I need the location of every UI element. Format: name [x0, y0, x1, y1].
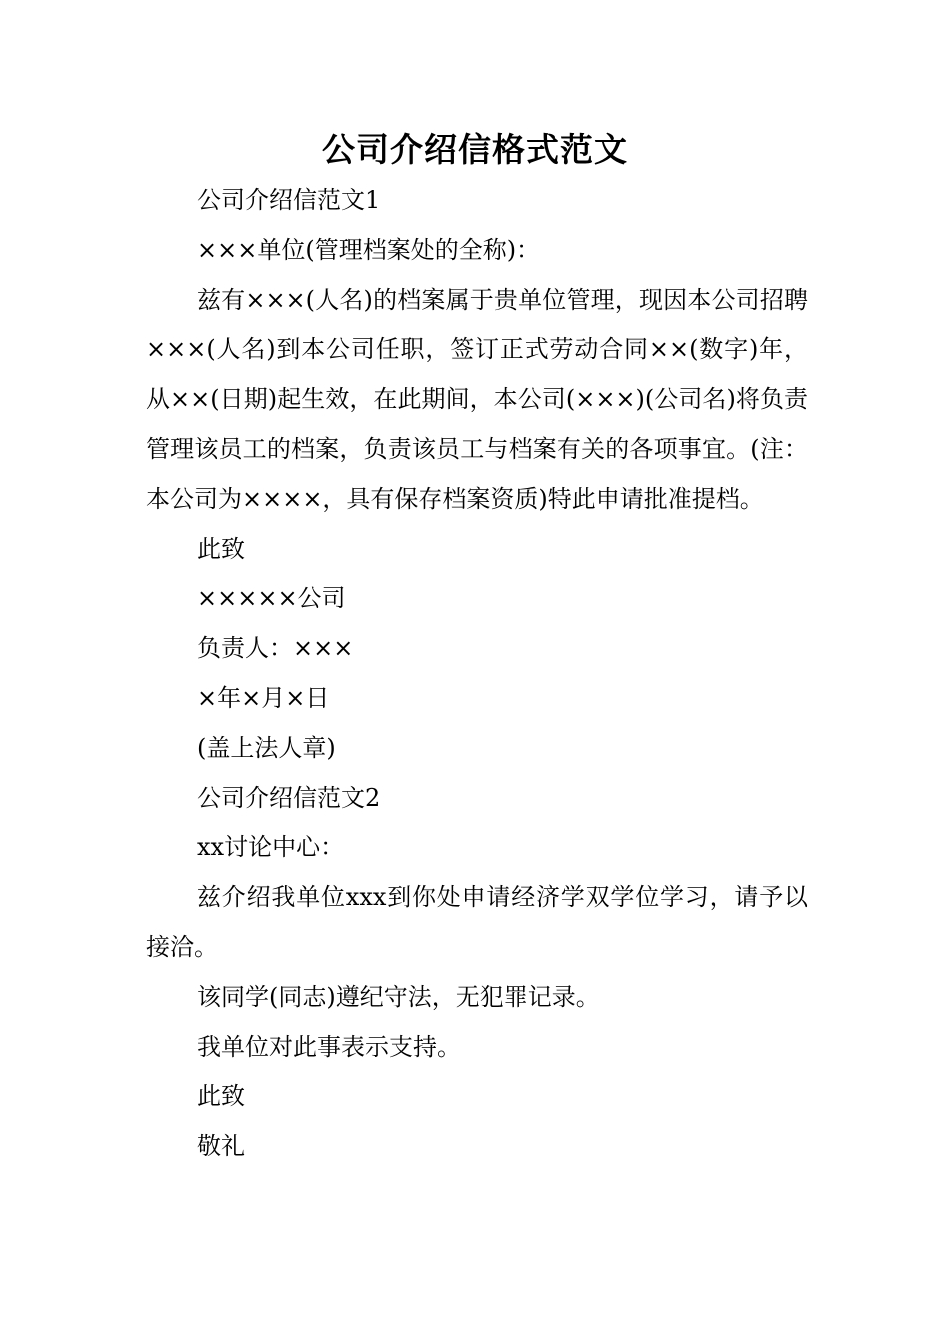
letter-date: ×年×月×日	[197, 683, 330, 712]
letter-body-2: 兹介绍我单位xxx到你处申请经济学双学位学习，请予以接洽。	[146, 883, 808, 961]
closing-2: 此致	[197, 1082, 245, 1111]
closing-1: 此致	[197, 534, 245, 563]
regards: 敬礼	[197, 1132, 245, 1161]
document-title: 公司介绍信格式范文	[322, 130, 628, 169]
section-heading-2: 公司介绍信范文2	[197, 783, 381, 812]
salutation-1: ×××单位(管理档案处的全称)：	[197, 235, 541, 264]
salutation-2: xx讨论中心：	[197, 833, 345, 862]
letter-body-1: 兹有×××(人名)的档案属于贵单位管理，现因本公司招聘×××(人名)到本公司任职，签订正式劳动合同××(数字)年，从××(日期)起生效，在此期间，本公司(×××)(公司名)将负责管理该员工的档案，负责该员工与档案有关的各项事宜。(注：本公司为××××，具有保存档案资质)特此申请批准提档。	[146, 285, 808, 513]
seal-note: (盖上法人章)	[197, 733, 336, 762]
support-statement: 我单位对此事表示支持。	[197, 1032, 461, 1061]
company-name: ×××××公司	[197, 584, 346, 613]
section-heading-1: 公司介绍信范文1	[197, 186, 381, 214]
conduct-statement: 该同学(同志)遵纪守法，无犯罪记录。	[197, 982, 600, 1011]
document-body	[146, 176, 808, 1172]
responsible-person: 负责人：×××	[197, 634, 354, 663]
